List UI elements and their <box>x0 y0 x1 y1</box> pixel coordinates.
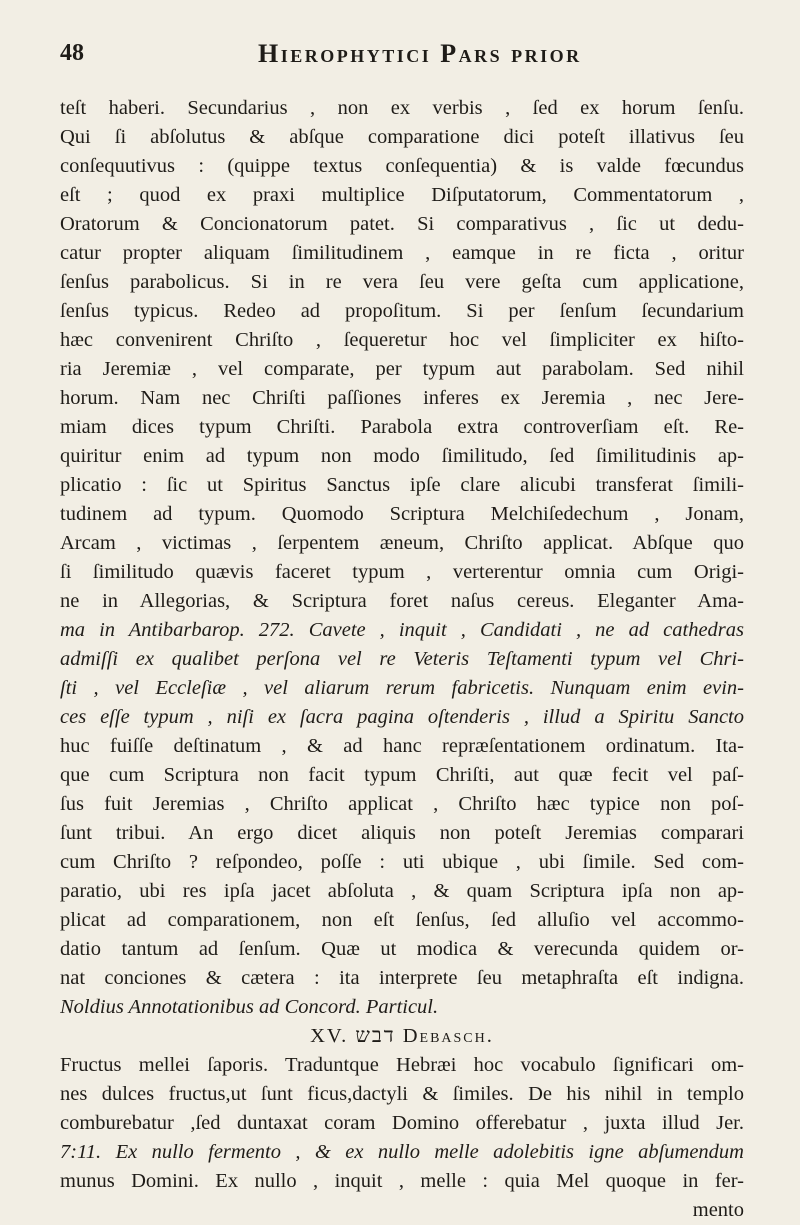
text-line: horum. Nam nec Chriſti paſſiones inferes ex Jeremia , nec Jere- <box>60 387 744 409</box>
text-line: ſunt tribui. An ergo dicet aliquis non poteſt Jeremias comparari <box>60 822 744 844</box>
text-line: que cum Scriptura non facit typum Chriſti, aut quæ fecit vel paſ- <box>60 764 744 786</box>
text-line: admiſſi ex qualibet perſona vel re Veteris Teſtamenti typum vel Chri- <box>60 648 744 670</box>
text-line: huc fuiſſe deſtinatum , & ad hanc repræſentationem ordinatum. Ita- <box>60 735 744 757</box>
page-number: 48 <box>60 40 84 66</box>
text-line: Arcam , victimas , ſerpentem æneum, Chriſto applicat. Abſque quo <box>60 532 744 554</box>
text-line: ne in Allegorias, & Scriptura foret naſus cereus. Eleganter Ama- <box>60 590 744 612</box>
text-line: paratio, ubi res ipſa jacet abſoluta , & quam Scriptura ipſa non ap- <box>60 880 744 902</box>
text-line: datio tantum ad ſenſum. Quæ ut modica & verecunda quidem or- <box>60 938 744 960</box>
page-header <box>60 34 740 74</box>
text-body <box>60 94 744 1225</box>
text-line: quiritur enim ad typum non modo ſimilitudo, ſed ſimilitudinis ap- <box>60 445 744 467</box>
text-line: comburebatur ,ſed duntaxat coram Domino offerebatur , juxta illud Jer. <box>60 1112 744 1134</box>
section-heading: XV. דבש Debasch. <box>310 1025 494 1047</box>
catchword: mento <box>692 1199 744 1221</box>
text-line: ſenſus typicus. Redeo ad propoſitum. Si per ſenſum ſecundarium <box>60 300 744 322</box>
text-line: ſenſus parabolicus. Si in re vera ſeu vere geſta cum applicatione, <box>60 271 744 293</box>
text-line: Oratorum & Concionatorum patet. Si comparativus , ſic ut dedu- <box>60 213 744 235</box>
text-line: nes dulces fructus,ut ſunt ficus,dactyli & ſimiles. De his nihil in templo <box>60 1083 744 1105</box>
text-line: teſt haberi. Secundarius , non ex verbis , ſed ex horum ſenſu. <box>60 97 744 119</box>
text-line: munus Domini. Ex nullo , inquit , melle : quia Mel quoque in fer- <box>60 1170 744 1192</box>
text-line: Fructus mellei ſaporis. Traduntque Hebræi hoc vocabulo ſignificari om- <box>60 1054 744 1076</box>
text-line: plicat ad comparationem, non eſt ſenſus, ſed alluſio vel accommo- <box>60 909 744 931</box>
text-line: miam dices typum Chriſti. Parabola extra controverſiam eſt. Re- <box>60 416 744 438</box>
text-line: ſus fuit Jeremias , Chriſto applicat , Chriſto hæc typice non poſ- <box>60 793 744 815</box>
text-line: plicatio : ſic ut Spiritus Sanctus ipſe clare alicubi transferat ſimili- <box>60 474 744 496</box>
text-line: 7:11. Ex nullo fermento , & ex nullo melle adolebitis igne abſumendum <box>60 1141 744 1163</box>
text-line: conſequutivus : (quippe textus conſequentia) & is valde fœcundus <box>60 155 744 177</box>
text-line: ma in Antibarbarop. 272. Cavete , inquit , Candidati , ne ad cathedras <box>60 619 744 641</box>
text-line: ces eſſe typum , niſi ex ſacra pagina oſtenderis , illud a Spiritu Sancto <box>60 706 744 728</box>
running-head: Hierophytici Pars prior <box>258 39 582 68</box>
text-line: cum Chriſto ? reſpondeo, poſſe : uti ubique , ubi ſimile. Sed com- <box>60 851 744 873</box>
text-line: ſi ſimilitudo quævis faceret typum , verterentur omnia cum Origi- <box>60 561 744 583</box>
text-line: ria Jeremiæ , vel comparate, per typum aut parabolam. Sed nihil <box>60 358 744 380</box>
citation-line: Noldius Annotationibus ad Concord. Particul. <box>60 996 439 1018</box>
text-line: catur propter aliquam ſimilitudinem , eamque in re ficta , oritur <box>60 242 744 264</box>
text-line: hæc convenirent Chriſto , ſequeretur hoc vel ſimpliciter ex hiſto- <box>60 329 744 351</box>
text-line: ſti , vel Eccleſiæ , vel aliarum rerum fabricetis. Nunquam enim evin- <box>60 677 744 699</box>
text-line: eſt ; quod ex praxi multiplice Diſputatorum, Commentatorum , <box>60 184 744 206</box>
text-line: nat conciones & cætera : ita interprete ſeu metaphraſta eſt indigna. <box>60 967 744 989</box>
text-line: tudinem ad typum. Quomodo Scriptura Melchiſedechum , Jonam, <box>60 503 744 525</box>
text-line: Qui ſi abſolutus & abſque comparatione dici poteſt illativus ſeu <box>60 126 744 148</box>
